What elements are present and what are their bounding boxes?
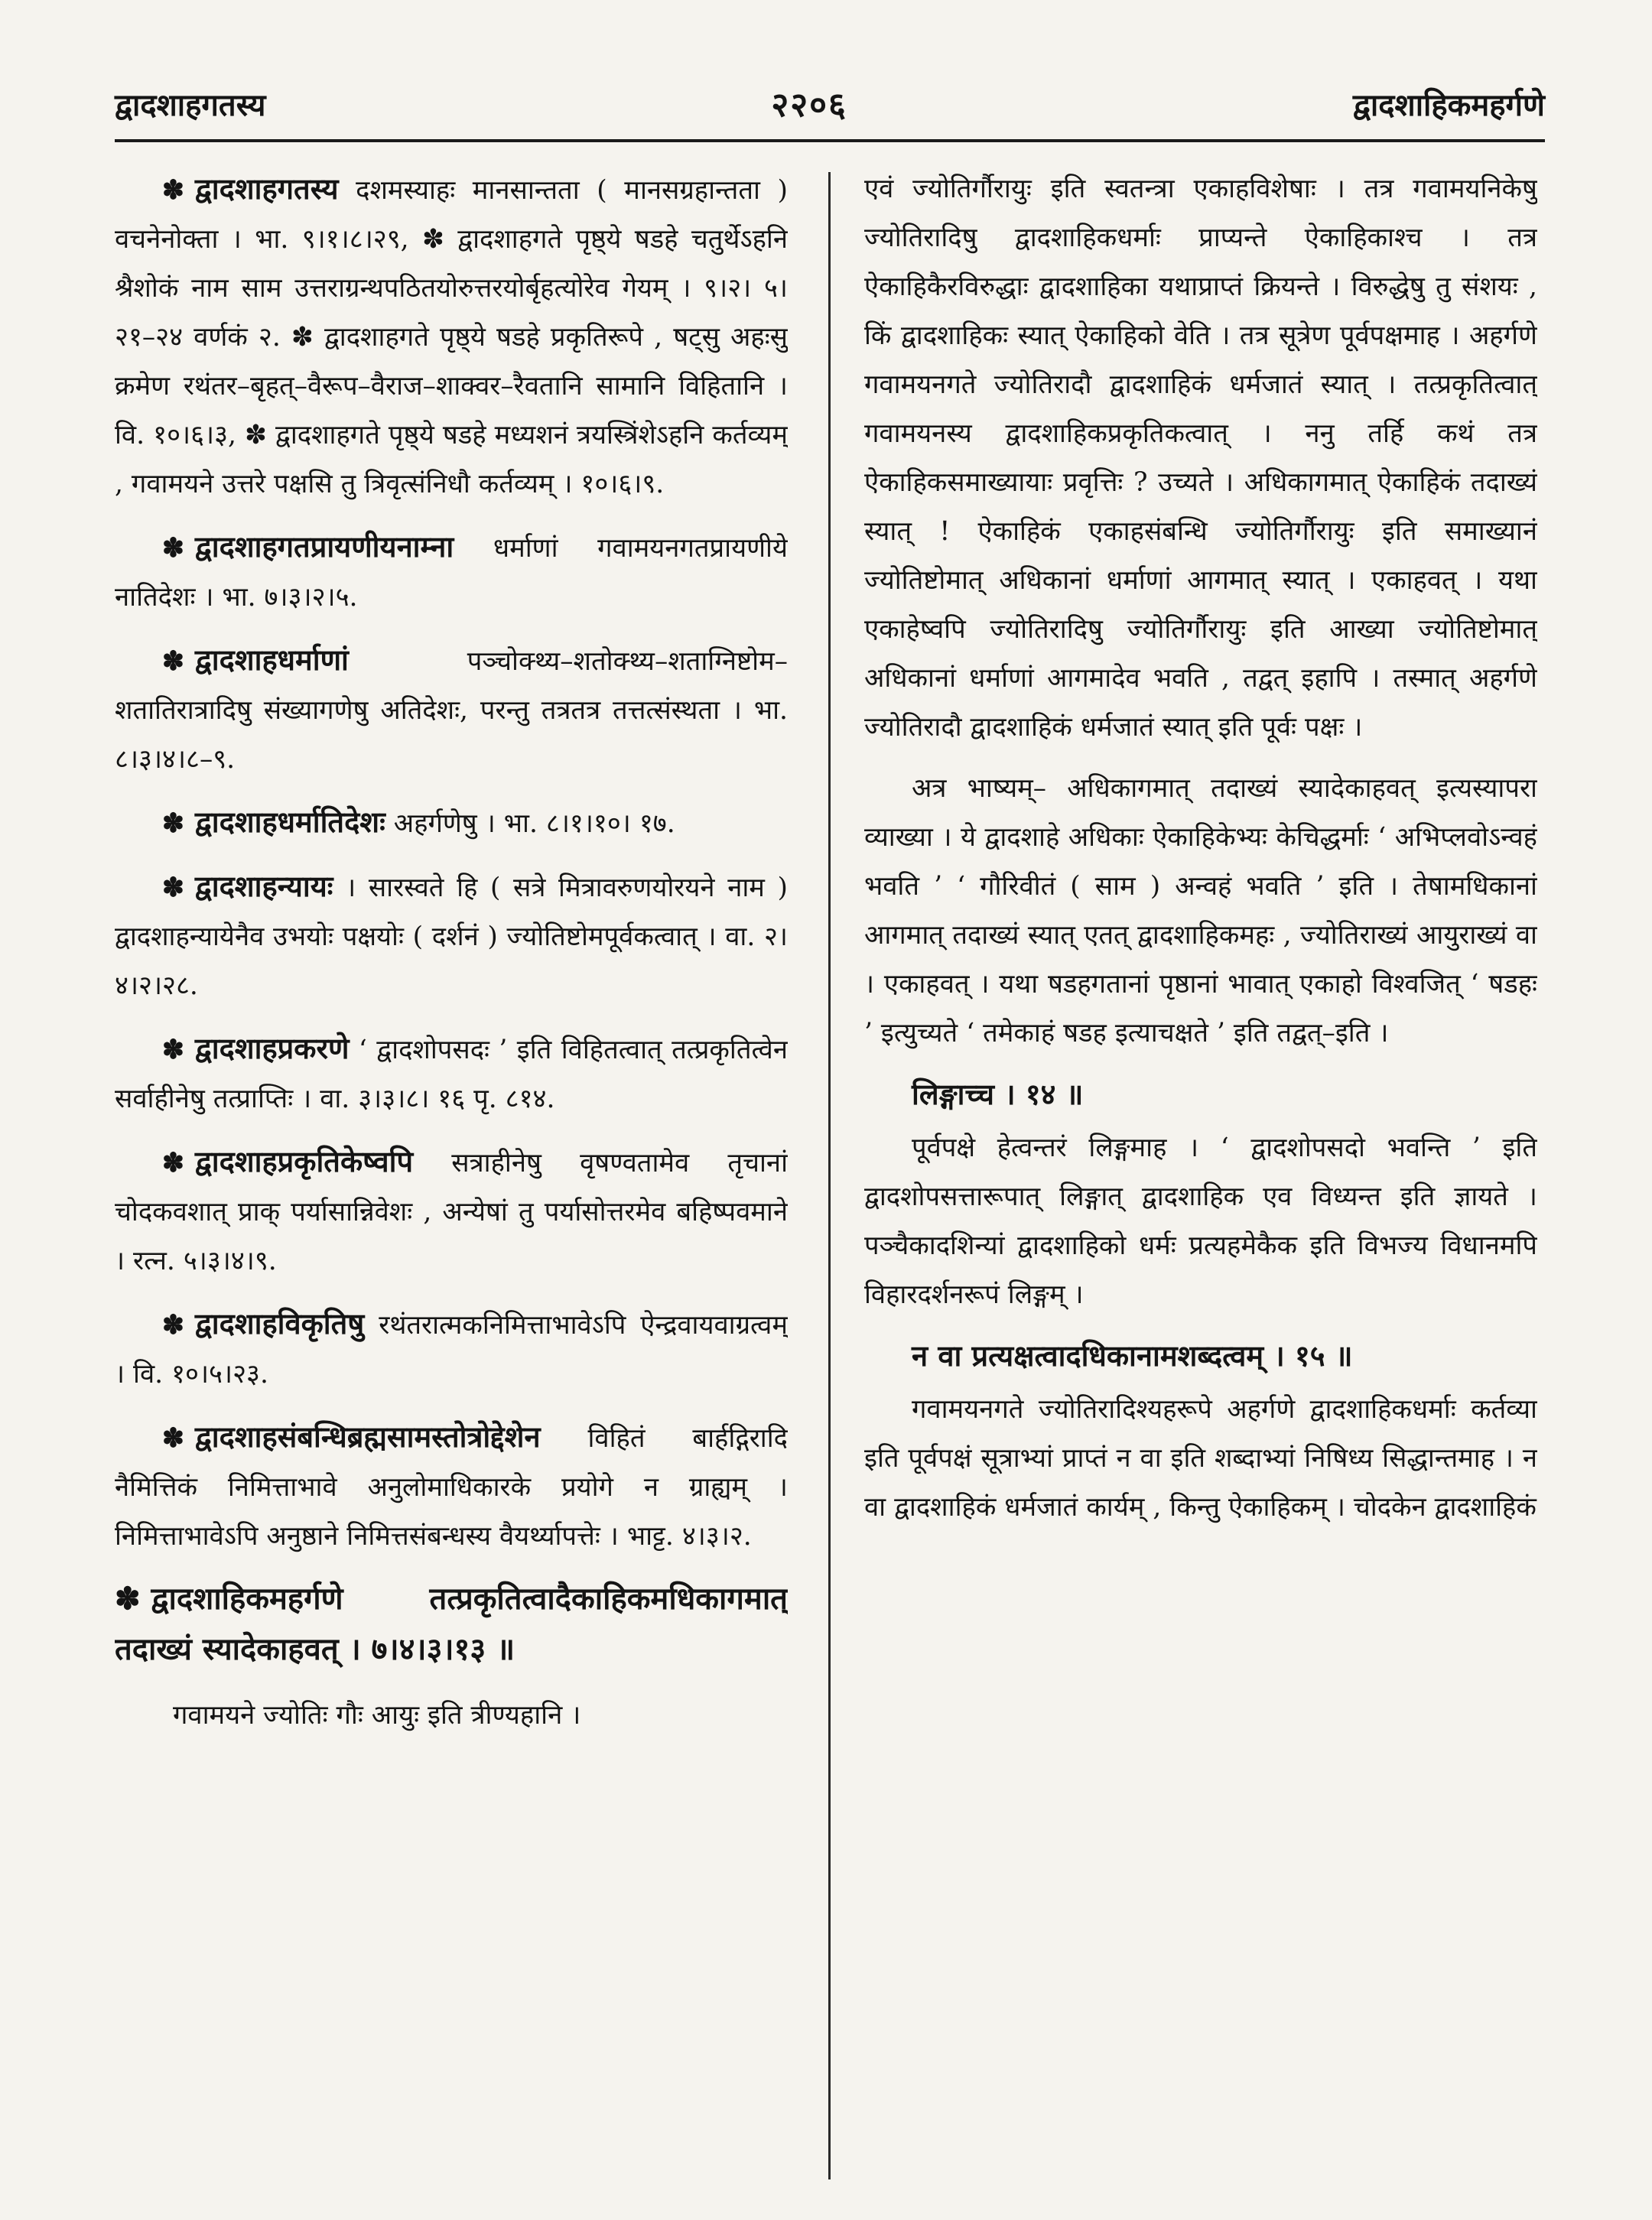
- entry-headword: द्वादशाहन्यायः: [194, 869, 333, 903]
- header-rule: [115, 139, 1545, 142]
- entry-headword: द्वादशाहधर्मातिदेशः: [194, 804, 385, 839]
- entry-5: [115, 1024, 788, 1123]
- commentary-paragraph: अत्र भाष्यम्– अधिकागमात् तदाख्यं स्यादेकाहवत् इत्यस्यापरा व्याख्या । ये द्वादशाहे अधिकाः ऐकाहिकेभ्यः केचिद्धर्माः ‘ अभिप्लवोऽन्वहं भवति ’ ‘ गौरिवीतं ( साम ) अन्वहं भवति ’ इति । तेषामधिकानां आगमात् तदाख्यं स्यात् एतत् द्वादशाहिकमहः , ज्योतिराख्यं आयुराख्यं वा । एकाहवत् । यथा षडहगतानां पृष्ठानां भावात् एकाहो विश्वजित् ‘ षडहः ’ इत्युच्यते ‘ तमेकाहं षडह इत्याचक्षते ’ इति तद्वत्–इति ।: [864, 773, 1537, 1048]
- entry-marker: ✽: [162, 1035, 184, 1065]
- left-column: [115, 164, 788, 2183]
- header-right-headword: द्वादशाहिकमहर्गणे: [1352, 86, 1545, 123]
- commentary-paragraph: गवामयनगते ज्योतिरादिश्यहरूपे अहर्गणे द्वादशाहिकधर्माः कर्तव्या इति पूर्वपक्षं सूत्राभ्यां प्राप्तं न वा इति शब्दाभ्यां निषिध्य सिद्धान्तमाह । न वा द्वादशाहिकं धर्मजातं कार्यम् , किन्तु ऐकाहिकम् । चोदकेन द्वादशाहिकं: [864, 1394, 1537, 1523]
- sutra-heading: न वा प्रत्यक्षत्वादधिकानामशब्दत्वम् । १५ ॥: [912, 1338, 1353, 1373]
- entry-text: । सारस्वते हि ( सत्रे मित्रावरुणयोरयने नाम ) द्वादशाहन्यायेनैव उभयोः पक्षयोः ( दर्शनं ) ज्योतिष्टोमपूर्वकत्वात् । वा. २।४।२।२८.: [115, 873, 788, 1001]
- entry-3: [115, 798, 788, 848]
- entry-headword: द्वादशाहिकमहर्गणे: [151, 1581, 343, 1617]
- entry-text: ‘ द्वादशोपसदः ’ इति विहितत्वात् तत्प्रकृतित्वेन सर्वाहीनेषु तत्प्राप्तिः । वा. ३।३।८। १६ पृ. ८१४.: [115, 1035, 788, 1114]
- entry-marker: ✽: [162, 1310, 184, 1341]
- entry-headword: द्वादशाहगतप्रायणीयनाम्ना: [194, 529, 454, 564]
- entry-headword: द्वादशाहसंबन्धिब्रह्मसामस्तोत्रोद्देशेन: [194, 1419, 541, 1454]
- entry-text: रथंतरात्मकनिमित्ताभावेऽपि ऐन्द्रवायवाग्रत्वम् । वि. १०।५।२३.: [115, 1310, 788, 1390]
- entry-text: सत्राहीनेषु वृषण्वतामेव तृचानां चोदकवशात् प्राक् पर्यासान्निवेशः , अन्येषां तु पर्यासोत्तरमेव बहिष्पवमाने । रत्न. ५।३।४।९.: [115, 1148, 788, 1276]
- entry-headword: द्वादशाहगतस्य: [194, 171, 339, 206]
- entry-marker: ✽: [162, 533, 184, 564]
- entry-marker: ✽: [162, 873, 184, 903]
- entry-headword: द्वादशाहधर्माणां: [194, 642, 349, 677]
- entry-9: [115, 1575, 788, 1676]
- entry-text: पञ्चोक्थ्य–शतोक्थ्य–शताग्निष्टोम–शतातिरात्रादिषु संख्यागणेषु अतिदेशः, परन्तु तत्रतत्र तत्तत्संस्थता । भा. ८।३।४।८–९.: [115, 646, 788, 775]
- column-divider: [828, 172, 831, 2179]
- sutra-heading: लिङ्गाच्च । १४ ॥: [912, 1077, 1084, 1111]
- entry-1: [115, 522, 788, 622]
- commentary-paragraph: पूर्वपक्षे हेत्वन्तरं लिङ्गमाह । ‘ द्वादशोपसदो भवन्ति ’ इति द्वादशोपसत्तारूपात् लिङ्गात् द्वादशाहिक एव विध्यन्त इति ज्ञायते । पञ्चैकादशिन्यां द्वादशाहिको धर्मः प्रत्यहमेकैक इति विभज्य विधानमपि विहारदर्शनरूपं लिङ्गम् ।: [864, 1133, 1537, 1310]
- entry-7: [115, 1299, 788, 1399]
- entry-2: [115, 635, 788, 784]
- entry-8: [115, 1412, 788, 1561]
- running-header: [115, 73, 1545, 134]
- entry-marker: ✽: [162, 646, 184, 677]
- entry-marker: ✽: [162, 1148, 184, 1178]
- entry-text: दशमस्याहः मानसान्तता ( मानसग्रहान्तता ) वचनेनोक्ता । भा. ९।१।८।२९, ✽ द्वादशाहगते पृष्ठ्ये षडहे चतुर्थेऽहनि श्रैशोकं नाम साम उत्तराग्रन्थपठितयोरुत्तरयोर्बृहत्योरेव गेयम् । ९।२। ५।२१–२४ वर्णकं २. ✽ द्वादशाहगते पृष्ठ्ये षडहे प्रकृतिरूपे , षट्सु अहःसु क्रमेण रथंतर–बृहत्–वैरूप–वैराज–शाक्वर–रैवतानि सामानि विहितानि । वि. १०।६।३, ✽ द्वादशाहगते पृष्ठ्ये षडहे मध्यशनं त्रयस्त्रिंशेऽहनि कर्तव्यम् , गवामयने उत्तरे पक्षसि तु त्रिवृत्संनिधौ कर्तव्यम् । १०।६।९.: [115, 175, 788, 499]
- entry-text: तत्प्रकृतित्वादैकाहिकमधिकागमात् तदाख्यं स्यादेकाहवत् । ७।४।३।१३ ॥: [115, 1581, 788, 1667]
- entry-headword: द्वादशाहप्रकरणे: [194, 1031, 350, 1065]
- entry-marker: ✽: [162, 808, 184, 839]
- header-left-headword: द्वादशाहगतस्य: [115, 86, 266, 123]
- entry-marker: ✽: [162, 1423, 184, 1454]
- entry-6: [115, 1137, 788, 1286]
- commentary-paragraph: एवं ज्योतिर्गौरायुः इति स्वतन्त्रा एकाहविशेषाः । तत्र गवामयनिकेषु ज्योतिरादिषु द्वादशाहिकधर्माः प्राप्यन्ते ऐकाहिकाश्च । तत्र ऐकाहिकैरविरुद्धाः द्वादशाहिका यथाप्राप्तं क्रियन्ते । विरुद्धेषु तु संशयः , किं द्वादशाहिकः स्यात् ऐकाहिको वेति । तत्र सूत्रेण पूर्वपक्षमाह । अहर्गणे गवामयनगते ज्योतिरादौ द्वादशाहिकं धर्मजातं स्यात् । तत्प्रकृतित्वात् गवामयनस्य द्वादशाहिकप्रकृतिकत्वात् । ननु तर्हि कथं तत्र ऐकाहिकसमाख्यायाः प्रवृत्तिः ? उच्यते । अधिकागमात् ऐकाहिकं तदाख्यं स्यात् ! ऐकाहिकं एकाहसंबन्धि ज्योतिर्गौरायुः इति समाख्यानं ज्योतिष्टोमात् अधिकानां धर्माणां आगमात् स्यात् । एकाहवत् । यथा एकाहेष्वपि ज्योतिरादिषु ज्योतिर्गौरायुः इति आख्या ज्योतिष्टोमात् अधिकानां धर्माणां आगमादेव भवति , तद्वत् इहापि । तस्मात् अहर्गणे ज्योतिरादौ द्वादशाहिकं धर्मजातं स्यात् इति पूर्वः पक्षः ।: [864, 174, 1537, 743]
- entry-text: गवामयने ज्योतिः गौः आयुः इति त्रीण्यहानि ।: [173, 1700, 581, 1731]
- page-number: २२०६: [771, 86, 847, 125]
- entry-text: धर्माणां गवामयनगतप्रायणीये नातिदेशः । भा. ७।३।२।५.: [115, 533, 788, 613]
- entry-4: [115, 862, 788, 1010]
- right-column: [864, 164, 1537, 2183]
- entry-10: [115, 1689, 788, 1740]
- entry-headword: द्वादशाहविकृतिषु: [194, 1306, 365, 1341]
- entry-text: विहितं बार्हद्गिरादि नैमित्तिकं निमित्ताभावे अनुलोमाधिकारके प्रयोगे न ग्राह्यम् । निमित्ताभावेऽपि अनुष्ठाने निमित्तसंबन्धस्य वैयर्थ्यापत्तेः । भाट्ट. ४।३।२.: [115, 1423, 788, 1552]
- entry-headword: द्वादशाहप्रकृतिकेष्वपि: [194, 1144, 414, 1178]
- entry-0: [115, 164, 788, 509]
- entry-marker: ✽: [162, 175, 184, 206]
- entry-marker: ✽: [115, 1581, 141, 1617]
- entry-text: अहर्गणेषु । भा. ८।१।१०। १७.: [393, 808, 675, 839]
